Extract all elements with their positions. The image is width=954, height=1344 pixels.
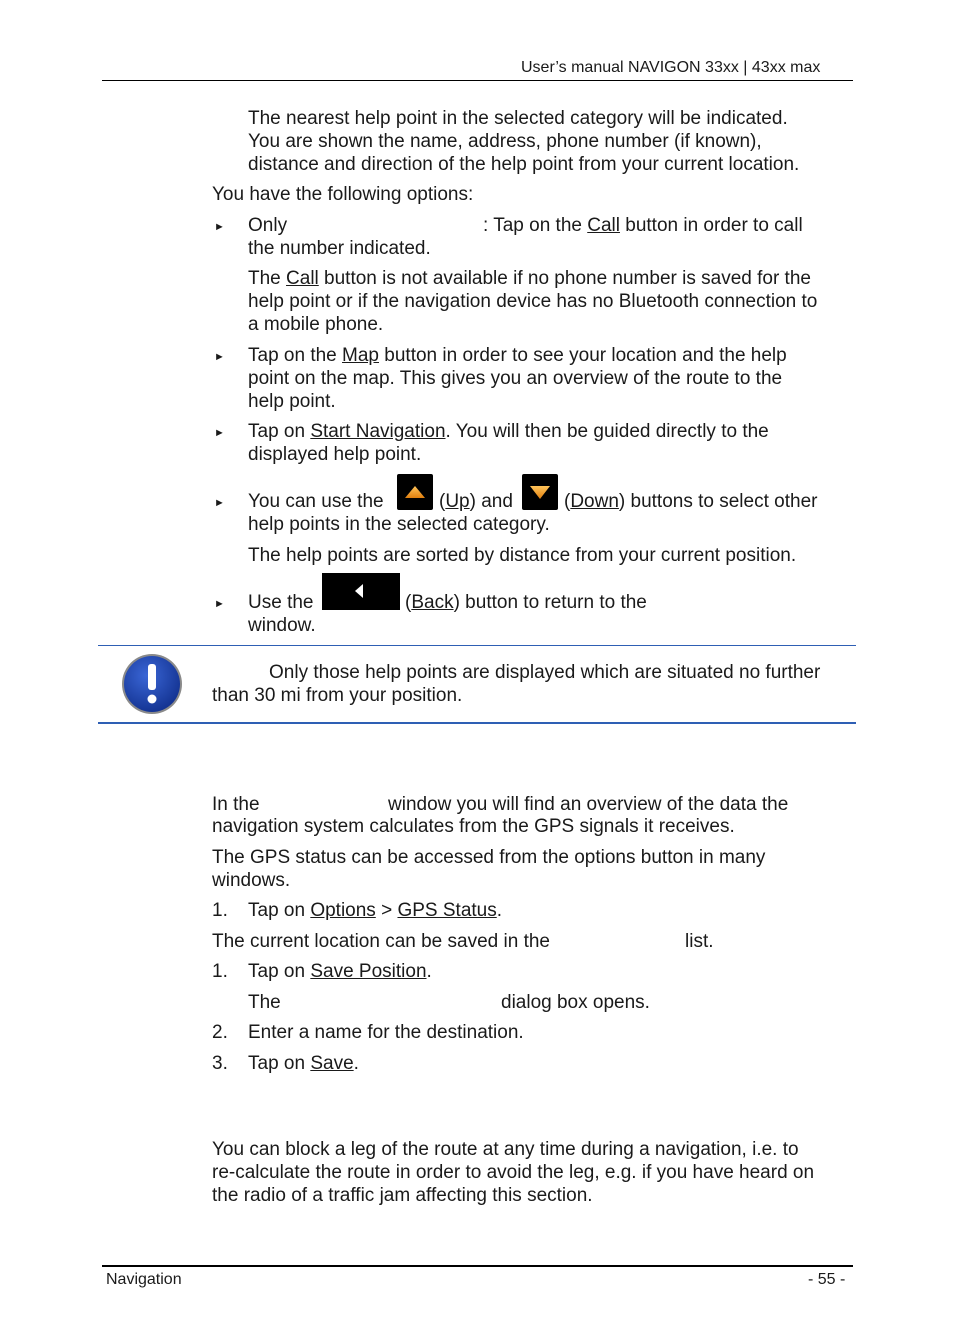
bullet-marker: ►: [214, 598, 225, 610]
notice-line1: Only those help points are displayed which are situated no further: [269, 662, 821, 683]
save-step1-num: 1.: [212, 961, 228, 982]
call-link: Call: [587, 215, 620, 236]
page-number: - 55 -: [808, 1271, 846, 1288]
save-p1a: The current location can be saved in the: [212, 931, 550, 952]
b4-post: (Down) buttons to select other: [564, 491, 818, 512]
down-arrow-icon: [522, 474, 558, 510]
down-button-icon: [522, 474, 558, 510]
options-label: You have the following options:: [212, 184, 474, 205]
exclamation-icon: [120, 652, 184, 716]
save-p1b: list.: [685, 931, 714, 952]
footer-rule: [102, 1265, 853, 1267]
gps-p1a: In the: [212, 794, 260, 815]
gps-p2b: windows.: [212, 870, 291, 891]
b5-pre: Use the: [248, 592, 314, 613]
map-link: Map: [342, 345, 379, 366]
back-button-icon: [322, 573, 400, 610]
notice-bottom-rule: [98, 722, 856, 724]
up-button-icon: [397, 474, 433, 510]
up-arrow-icon: [397, 474, 433, 510]
save-position-link: Save Position: [310, 961, 427, 982]
gps-step1: Tap on Options > GPS Status.: [248, 900, 503, 921]
b1-note-line1: The Call button is not available if no phone number is saved for the: [248, 268, 811, 289]
b3-line2: displayed help point.: [248, 444, 422, 465]
gps-p1c: navigation system calculates from the GPS signals it receives.: [212, 816, 735, 837]
b1-only: Only: [248, 215, 288, 236]
b1-note-line2: help point or if the navigation device has no Bluetooth connection to: [248, 291, 818, 312]
b4-pre: You can use the: [248, 491, 384, 512]
save-step1-note-b: dialog box opens.: [501, 992, 650, 1013]
header-title: User’s manual NAVIGON 33xx | 43xx max: [521, 59, 821, 76]
b4-line2: help points in the selected category.: [248, 514, 550, 535]
b2-line3: help point.: [248, 391, 336, 412]
b1-text: : Tap on the Call button in order to call: [483, 215, 803, 236]
bullet-marker: ►: [214, 427, 225, 439]
b2-line1: Tap on the Map button in order to see your location and the help: [248, 345, 787, 366]
save-step3-num: 3.: [212, 1053, 228, 1074]
save-step1-note-a: The: [248, 992, 281, 1013]
save-step2: Enter a name for the destination.: [248, 1022, 524, 1043]
b4-note: The help points are sorted by distance from your current position.: [248, 545, 797, 566]
intro-line-1: The nearest help point in the selected category will be indicated.: [248, 108, 788, 129]
down-link: Down: [570, 491, 619, 512]
notice-top-rule: [98, 645, 856, 646]
options-link: Options: [310, 900, 376, 921]
b1-note-line3: a mobile phone.: [248, 314, 384, 335]
block-line1: You can block a leg of the route at any time during a navigation, i.e. to: [212, 1139, 799, 1160]
b4-mid: (Up) and: [439, 491, 513, 512]
bullet-marker: ►: [214, 221, 225, 233]
block-line2: re-calculate the route in order to avoid the leg, e.g. if you have heard on: [212, 1162, 815, 1183]
save-step3: Tap on Save.: [248, 1053, 359, 1074]
save-link: Save: [310, 1053, 354, 1074]
block-line3: the radio of a traffic jam affecting this section.: [212, 1185, 593, 1206]
b5-line2: window.: [248, 615, 316, 636]
b3-line1: Tap on Start Navigation. You will then be guided directly to the: [248, 421, 769, 442]
save-step1: Tap on Save Position.: [248, 961, 432, 982]
save-step2-num: 2.: [212, 1022, 228, 1043]
notice-line2: than 30 mi from your position.: [212, 685, 463, 706]
gps-p1b: window you will find an overview of the data the: [388, 794, 789, 815]
bullet-marker: ►: [214, 497, 225, 509]
intro-line-2: You are shown the name, address, phone number (if known),: [248, 131, 762, 152]
call-link: Call: [286, 268, 319, 289]
header-rule: [102, 80, 853, 81]
b5-post: (Back) button to return to the: [405, 592, 647, 613]
bullet-marker: ►: [214, 351, 225, 363]
gps-status-link: GPS Status: [397, 900, 497, 921]
gps-step1-num: 1.: [212, 900, 228, 921]
intro-line-3: distance and direction of the help point from your current location.: [248, 154, 800, 175]
back-link: Back: [411, 592, 454, 613]
up-link: Up: [445, 491, 470, 512]
b1-line2: the number indicated.: [248, 238, 431, 259]
b2-line2: point on the map. This gives you an overview of the route to the: [248, 368, 783, 389]
gps-p2a: The GPS status can be accessed from the options button in many: [212, 847, 766, 868]
footer-left: Navigation: [106, 1271, 182, 1288]
start-navigation-link: Start Navigation: [310, 421, 446, 442]
back-arrow-icon: [322, 573, 400, 610]
